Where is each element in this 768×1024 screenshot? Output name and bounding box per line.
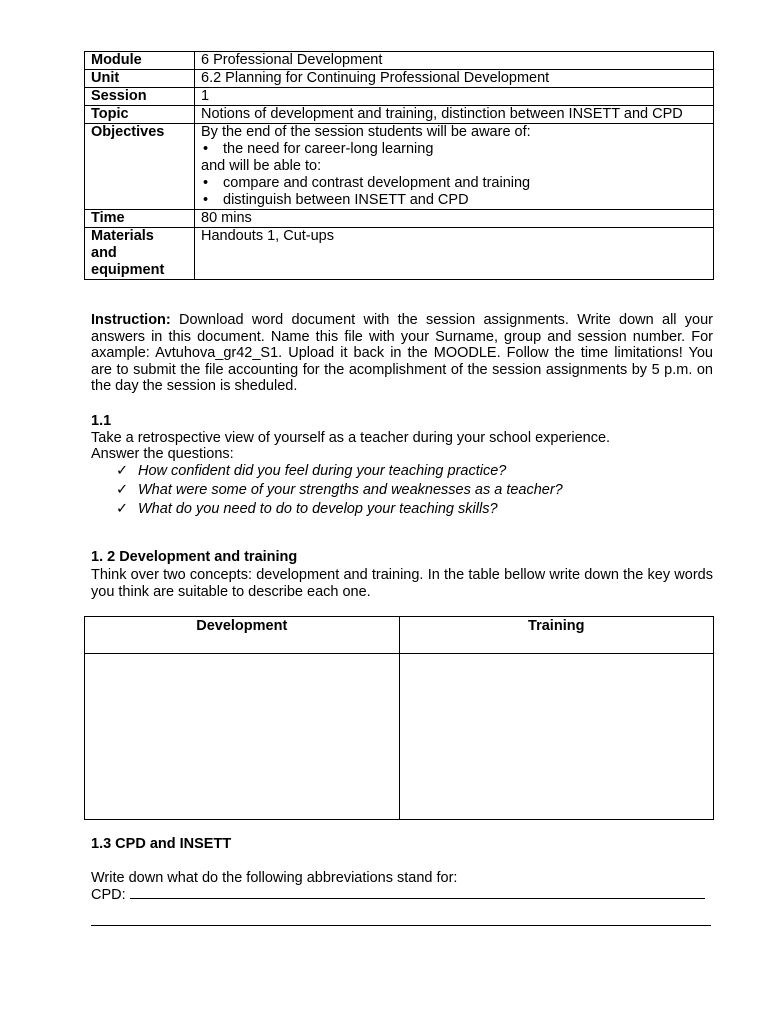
- objective-bullet: • compare and contrast development and training: [201, 175, 707, 192]
- table-row: [85, 124, 714, 210]
- section-1-1-intro: Take a retrospective view of yourself as a teacher during your school experience.: [91, 430, 611, 446]
- section-1-3-text: Write down what do the following abbreviations stand for:: [91, 870, 458, 886]
- cpd-label: CPD:: [91, 887, 126, 903]
- development-header: Development: [85, 617, 400, 654]
- objective-bullet: • distinguish between INSETT and CPD: [201, 192, 707, 209]
- cpd-answer-line[interactable]: [130, 898, 705, 899]
- objectives-value: [195, 124, 714, 210]
- topic-label: Topic: [85, 106, 195, 124]
- section-1-2-text: Think over two concepts: development and training. In the table bellow write down the key words you think are suitable to describe each one.: [91, 567, 713, 600]
- module-value: 6 Professional Development: [195, 52, 714, 70]
- session-info-table: [84, 51, 714, 280]
- topic-value: Notions of development and training, distinction between INSETT and CPD: [195, 106, 714, 124]
- section-1-2-heading: 1. 2 Development and training: [91, 549, 298, 565]
- table-row: [85, 88, 714, 106]
- list-item: ✓ How confident did you feel during your teaching practice?: [116, 463, 507, 479]
- checkmark-icon: ✓: [116, 501, 129, 517]
- table-row: [85, 106, 714, 124]
- module-label: Module: [85, 52, 195, 70]
- section-1-3-heading: 1.3 CPD and INSETT: [91, 836, 232, 852]
- table-row: [85, 617, 714, 654]
- time-value: 80 mins: [195, 210, 714, 228]
- materials-value: Handouts 1, Cut-ups: [195, 228, 714, 280]
- instruction-paragraph: [91, 312, 713, 395]
- session-value: 1: [195, 88, 714, 106]
- development-answer-cell[interactable]: [85, 654, 400, 820]
- table-row: [85, 228, 714, 280]
- unit-label: Unit: [85, 70, 195, 88]
- section-1-1-heading: 1.1: [91, 413, 112, 429]
- list-item: ✓ What were some of your strengths and weaknesses as a teacher?: [116, 482, 563, 498]
- table-row: [85, 210, 714, 228]
- table-row: [85, 70, 714, 88]
- cpd-answer-row: [91, 887, 713, 904]
- section-1-1-prompt: Answer the questions:: [91, 446, 234, 462]
- table-row: [85, 52, 714, 70]
- objectives-intro: By the end of the session students will be aware of:: [201, 124, 531, 140]
- checkmark-icon: ✓: [116, 482, 129, 498]
- checkmark-icon: ✓: [116, 463, 129, 479]
- cpd-answer-line-2[interactable]: [91, 911, 711, 926]
- list-item: ✓ What do you need to do to develop your teaching skills?: [116, 501, 498, 517]
- session-label: Session: [85, 88, 195, 106]
- objectives-label: Objectives: [85, 124, 195, 210]
- table-row: [85, 654, 714, 820]
- objectives-able-intro: and will be able to:: [201, 158, 322, 174]
- question-list: [91, 462, 713, 519]
- unit-value: 6.2 Planning for Continuing Professional Development: [195, 70, 714, 88]
- training-header: Training: [399, 617, 714, 654]
- materials-label: Materials and equipment: [85, 228, 195, 280]
- instruction-text: Download word document with the session assignments. Write down all your answers in this document. Name this file with your Surname, group and session number. For axample: Avtuhova_gr42_S1. Upload it back in the MOODLE. Follow the time limitations! You are to submit the file accounting for the acomplishment of the session assignments by 5 p.m. on the day the session is sheduled.: [91, 312, 714, 394]
- training-answer-cell[interactable]: [399, 654, 714, 820]
- instruction-label: Instruction:: [91, 312, 171, 328]
- time-label: Time: [85, 210, 195, 228]
- cpd-answer-row-2: [91, 911, 713, 931]
- development-training-table: [84, 616, 714, 820]
- objective-bullet: • the need for career-long learning: [201, 141, 707, 158]
